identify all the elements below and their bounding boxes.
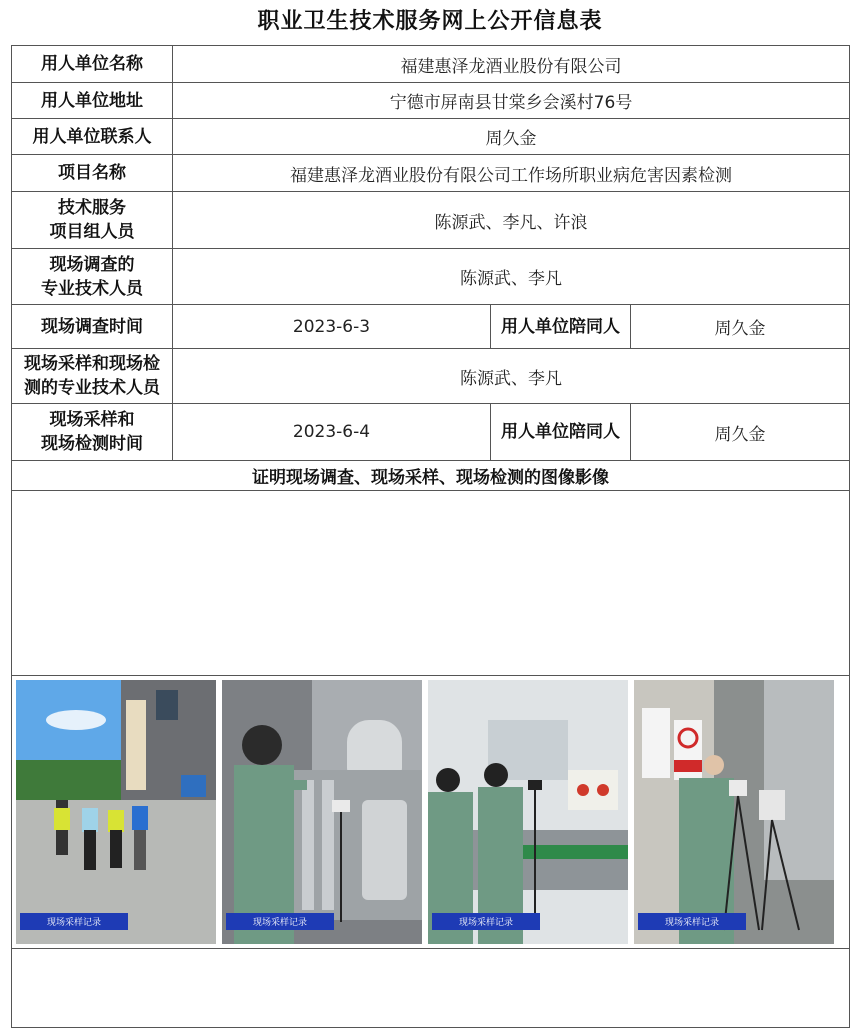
section-title: 证明现场调查、现场采样、现场检测的图像影像 bbox=[12, 461, 850, 491]
row-unit-contact bbox=[12, 119, 850, 155]
row-unit-name bbox=[12, 46, 850, 83]
info-table bbox=[11, 45, 850, 1028]
value-unit-contact: 周久金 bbox=[173, 119, 850, 155]
label-sampling-companion: 用人单位陪同人 bbox=[491, 404, 631, 461]
photo-production-line bbox=[428, 680, 628, 944]
value-unit-address: 宁德市屏南县甘棠乡会溪村76号 bbox=[173, 83, 850, 119]
row-blank bbox=[12, 491, 850, 676]
row-project-name bbox=[12, 155, 850, 192]
label-team-line1: 技术服务 bbox=[58, 198, 126, 218]
row-sampling-staff bbox=[12, 349, 850, 404]
value-survey-staff: 陈源武、李凡 bbox=[173, 249, 850, 305]
value-project-name: 福建惠泽龙酒业股份有限公司工作场所职业病危害因素检测 bbox=[173, 155, 850, 192]
blank-area bbox=[12, 491, 850, 676]
photo-strip bbox=[12, 676, 850, 949]
label-sampling-time-line1: 现场采样和 bbox=[49, 410, 135, 430]
label-sampling-time-line2: 现场检测时间 bbox=[41, 434, 143, 454]
label-unit-contact: 用人单位联系人 bbox=[12, 119, 173, 155]
label-project-name: 项目名称 bbox=[12, 155, 173, 192]
label-sampling-staff bbox=[12, 349, 173, 404]
label-survey-staff bbox=[12, 249, 173, 305]
row-unit-address bbox=[12, 83, 850, 119]
label-sampling-staff-line1: 现场采样和现场检 bbox=[24, 354, 160, 374]
photo-equipment-sampling bbox=[222, 680, 422, 944]
row-survey-time bbox=[12, 305, 850, 349]
value-unit-name: 福建惠泽龙酒业股份有限公司 bbox=[173, 46, 850, 83]
value-team: 陈源武、李凡、许浪 bbox=[173, 192, 850, 249]
label-sampling-staff-line2: 测的专业技术人员 bbox=[24, 378, 160, 398]
row-sampling-time bbox=[12, 404, 850, 461]
label-survey-staff-line1: 现场调查的 bbox=[49, 254, 135, 275]
row-team bbox=[12, 192, 850, 249]
label-survey-staff-line2: 专业技术人员 bbox=[41, 278, 143, 299]
label-survey-time: 现场调查时间 bbox=[12, 305, 173, 349]
label-team-line2: 项目组人员 bbox=[49, 222, 135, 242]
photo-stamp: 现场采样记录 bbox=[432, 913, 540, 930]
label-sampling-time bbox=[12, 404, 173, 461]
row-photos bbox=[12, 676, 850, 949]
photo-site-entrance bbox=[16, 680, 216, 944]
value-survey-companion: 周久金 bbox=[631, 305, 850, 349]
bottom-blank bbox=[12, 949, 850, 1028]
value-survey-time: 2023-6-3 bbox=[173, 305, 491, 349]
photo-stamp: 现场采样记录 bbox=[226, 913, 334, 930]
label-team bbox=[12, 192, 173, 249]
photo-workshop-detection bbox=[634, 680, 834, 944]
photo-stamp: 现场采样记录 bbox=[638, 913, 746, 930]
label-unit-address: 用人单位地址 bbox=[12, 83, 173, 119]
page-title: 职业卫生技术服务网上公开信息表 bbox=[257, 8, 603, 34]
label-unit-name: 用人单位名称 bbox=[12, 46, 173, 83]
value-sampling-staff: 陈源武、李凡 bbox=[173, 349, 850, 404]
photo-stamp: 现场采样记录 bbox=[20, 913, 128, 930]
value-sampling-time: 2023-6-4 bbox=[173, 404, 491, 461]
row-survey-staff bbox=[12, 249, 850, 305]
row-bottom bbox=[12, 949, 850, 1028]
label-survey-companion: 用人单位陪同人 bbox=[491, 305, 631, 349]
value-sampling-companion: 周久金 bbox=[631, 404, 850, 461]
row-section-title bbox=[12, 461, 850, 491]
